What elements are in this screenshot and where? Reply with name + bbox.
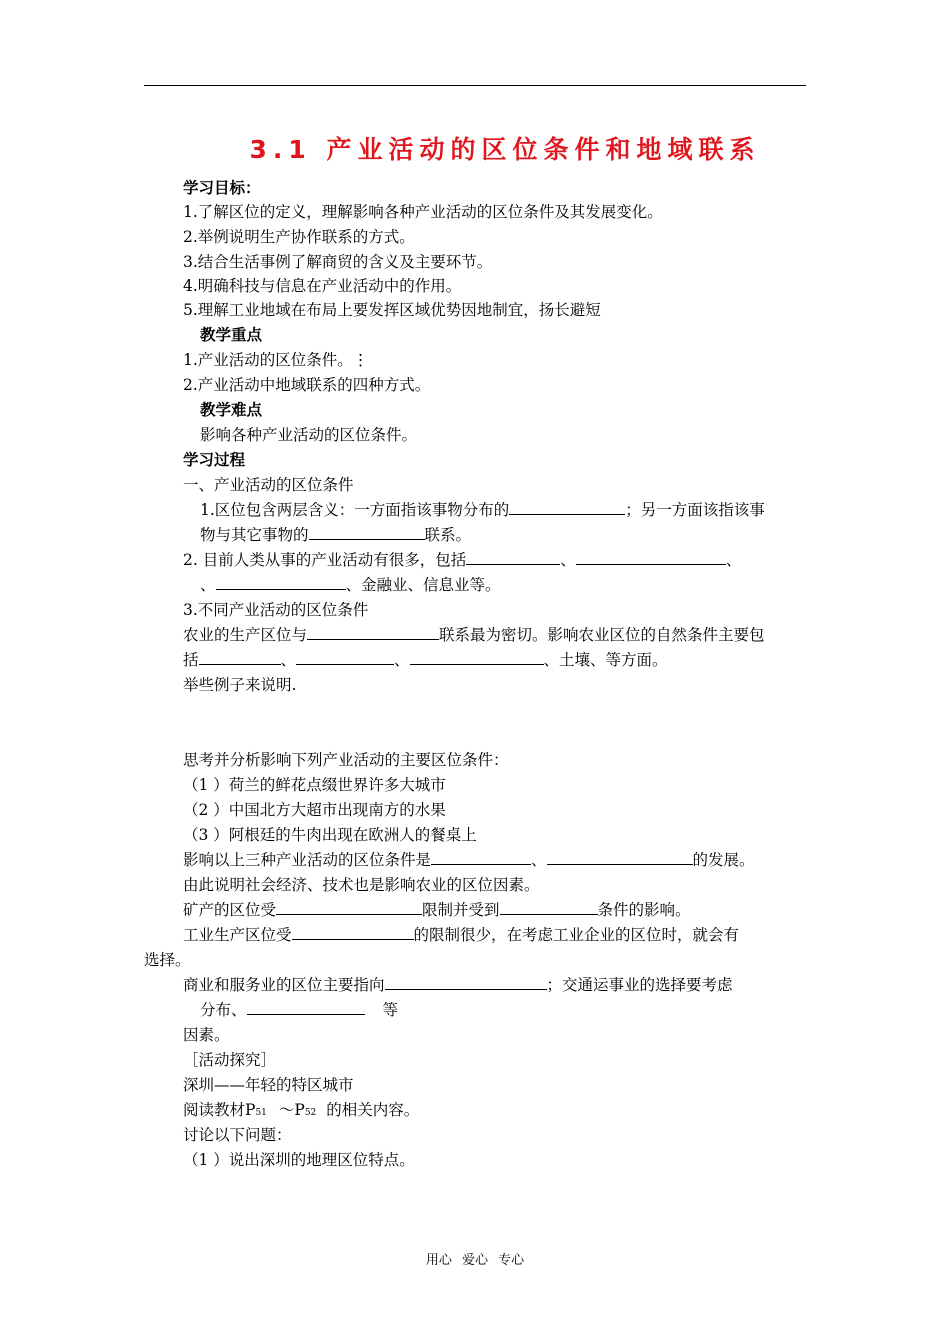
think-item-3: （3 ）阿根廷的牛肉出现在欧洲人的餐桌上 — [183, 826, 477, 844]
fill-blank[interactable] — [547, 849, 693, 865]
header-rule — [144, 85, 806, 86]
commerce-text-a: 商业和服务业的区位主要指向 — [183, 976, 385, 994]
influence-text-a: 影响以上三种产业活动的区位条件是 — [183, 851, 432, 869]
key-heading: 教学重点 — [200, 325, 263, 344]
fill-blank[interactable] — [296, 649, 394, 665]
fill-blank[interactable] — [199, 649, 281, 665]
fill-blank[interactable] — [410, 649, 544, 665]
key-point-2: 2.产业活动中地域联系的四种方式。 — [183, 376, 431, 394]
process-heading: 学习过程 — [183, 450, 246, 469]
objective-2: 2.举例说明生产协作联系的方式。 — [183, 228, 415, 246]
mineral-line — [183, 899, 691, 921]
fill-blank[interactable] — [466, 549, 560, 565]
industry-text-b: 的限制很少，在考虑工业企业的区位时，就会有 — [413, 926, 740, 944]
q2-sep-2: 、 — [725, 551, 742, 569]
commerce-text-c: 分布、 — [200, 1001, 247, 1019]
read-line — [183, 1099, 419, 1124]
q1-text-c: 物与其它事物的 — [200, 526, 309, 544]
influence-text-b: 的发展。 — [692, 851, 755, 869]
mineral-text-a: 矿产的区位受 — [183, 901, 277, 919]
page-title: 3.1 产业活动的区位条件和地域联系 — [249, 135, 761, 164]
activity-title: 深圳——年轻的特区城市 — [183, 1076, 354, 1094]
fill-blank[interactable] — [292, 924, 414, 940]
question-3: 3.不同产业活动的区位条件 — [183, 601, 369, 619]
q1-text-d: 联系。 — [424, 526, 472, 544]
fill-blank[interactable] — [576, 549, 726, 565]
fill-blank[interactable] — [431, 849, 531, 865]
fill-blank[interactable] — [509, 499, 625, 515]
read-text-a: 阅读教材P — [183, 1101, 256, 1119]
page-start-number: 51 — [255, 1108, 267, 1118]
fill-blank[interactable] — [500, 899, 598, 915]
question-2-line-2 — [200, 574, 501, 596]
agriculture-line-1 — [183, 624, 765, 646]
q1-text-b: ；另一方面该指该事 — [625, 501, 765, 519]
conclusion-text: 由此说明社会经济、技术也是影响农业的区位因素。 — [183, 876, 540, 894]
objective-5: 5.理解工业地域在布局上要发挥区域优势因地制宜，扬长避短 — [183, 301, 601, 319]
think-prompt: 思考并分析影响下列产业活动的主要区位条件： — [183, 751, 509, 769]
agri-text-c: 括 — [183, 651, 199, 669]
read-tilde: ～P — [278, 1101, 305, 1119]
difficulty-text: 影响各种产业活动的区位条件。 — [200, 426, 418, 444]
discuss-item-1: （1 ）说出深圳的地理区位特点。 — [183, 1151, 415, 1169]
fill-blank[interactable] — [385, 974, 547, 990]
industry-text-a: 工业生产区位受 — [183, 926, 292, 944]
objective-1: 1.了解区位的定义，理解影响各种产业活动的区位条件及其发展变化。 — [183, 203, 663, 221]
agriculture-line-2 — [183, 649, 668, 671]
fill-blank[interactable] — [307, 624, 439, 640]
difficulty-heading: 教学难点 — [200, 400, 263, 419]
question-1-line-2 — [200, 524, 471, 546]
example-text: 举些例子来说明. — [183, 676, 297, 694]
activity-heading: ［活动探究］ — [183, 1051, 277, 1069]
discuss-heading: 讨论以下问题： — [183, 1126, 292, 1144]
q2-sep-3: 、 — [200, 576, 216, 594]
agri-text-b: 联系最为密切。影响农业区位的自然条件主要包 — [439, 626, 765, 644]
q2-text-a: 2. 目前人类从事的产业活动有很多，包括 — [183, 551, 467, 569]
section-1-heading: 一、产业活动的区位条件 — [183, 476, 354, 494]
page-footer: 用心 爱心 专心 — [425, 1253, 525, 1268]
objective-4: 4.明确科技与信息在产业活动中的作用。 — [183, 277, 462, 295]
fill-blank[interactable] — [276, 899, 422, 915]
question-1-line-1 — [200, 499, 765, 521]
fill-blank[interactable] — [247, 999, 365, 1015]
mineral-text-c: 条件的影响。 — [597, 901, 691, 919]
commerce-line-2 — [200, 999, 398, 1021]
influence-sep: 、 — [531, 851, 547, 869]
industry-line-1 — [183, 924, 739, 946]
commerce-text-d: 等 — [382, 1001, 399, 1019]
think-item-1: （1 ）荷兰的鲜花点缀世界许多大城市 — [183, 776, 446, 794]
think-item-2: （2 ）中国北方大超市出现南方的水果 — [183, 801, 446, 819]
agri-text-d: 、土壤、等方面。 — [543, 651, 668, 669]
industry-line-2: 选择。 — [144, 951, 191, 969]
influence-line — [183, 849, 755, 871]
q2-sep-1: 、 — [560, 551, 576, 569]
page-end-number: 52 — [304, 1108, 317, 1118]
objective-3: 3.结合生活事例了解商贸的含义及主要环节。 — [183, 253, 493, 271]
commerce-text-b: ；交通运事业的选择要考虑 — [546, 976, 733, 994]
fill-blank[interactable] — [216, 574, 346, 590]
commerce-line-3: 因素。 — [183, 1026, 230, 1044]
q1-text-a: 1.区位包含两层含义：一方面指该事物分布的 — [200, 501, 510, 519]
agri-sep-2: 、 — [394, 651, 410, 669]
key-point-1: 1.产业活动的区位条件。⋮ — [183, 351, 369, 369]
agri-sep-1: 、 — [280, 651, 297, 669]
fill-blank[interactable] — [309, 524, 425, 540]
q2-text-d: 、金融业、信息业等。 — [345, 576, 501, 594]
mineral-text-b: 限制并受到 — [422, 901, 500, 919]
commerce-line-1 — [183, 974, 733, 996]
question-2-line-1 — [183, 549, 741, 571]
objectives-heading: 学习目标： — [183, 178, 261, 197]
read-text-b: 的相关内容。 — [326, 1101, 420, 1119]
agri-text-a: 农业的生产区位与 — [183, 626, 308, 644]
